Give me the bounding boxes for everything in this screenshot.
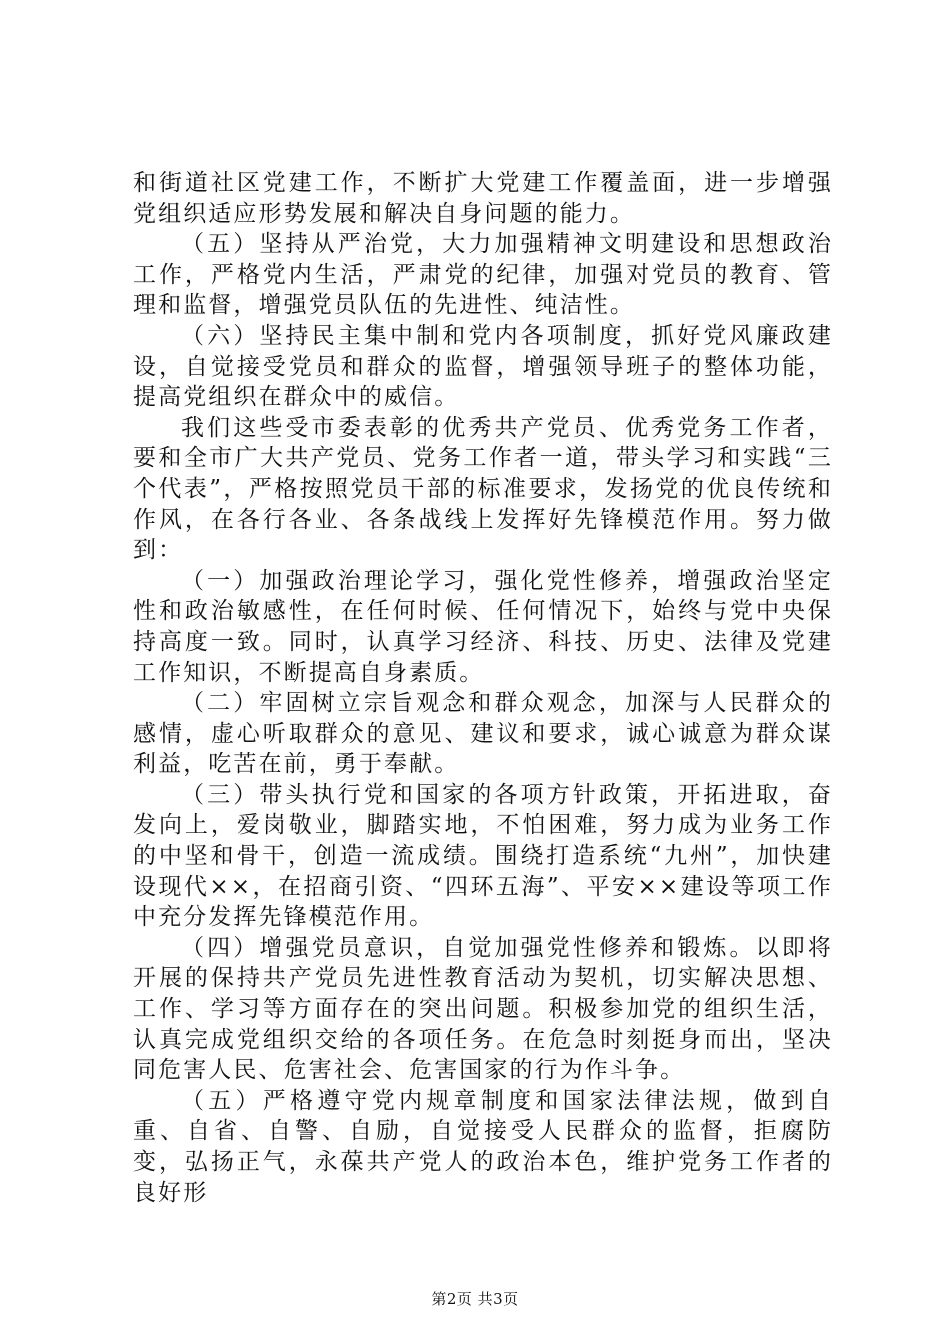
paragraph: （一）加强政治理论学习，强化党性修养，增强政治坚定性和政治敏感性，在任何时候、任何情况下，始终与党中央保持高度一致。同时，认真学习经济、科技、历史、法律及党建工作知识，不断提高自身素质。 bbox=[133, 567, 833, 686]
paragraph: （四）增强党员意识，自觉加强党性修养和锻炼。以即将开展的保持共产党员先进性教育活动为契机，切实解决思想、工作、学习等方面存在的突出问题。积极参加党的组织生活，认真完成党组织交给的各项任务。在危急时刻挺身而出，坚决同危害人民、危害社会、危害国家的行为作斗争。 bbox=[133, 934, 833, 1084]
paragraph: （五）坚持从严治党，大力加强精神文明建设和思想政治工作，严格党内生活，严肃党的纪律，加强对党员的教育、管理和监督，增强党员队伍的先进性、纯洁性。 bbox=[133, 231, 833, 319]
paragraph: 和街道社区党建工作，不断扩大党建工作覆盖面，进一步增强党组织适应形势发展和解决自身问题的能力。 bbox=[133, 170, 833, 227]
paragraph: （二）牢固树立宗旨观念和群众观念，加深与人民群众的感情，虚心听取群众的意见、建议和要求，诚心诚意为群众谋利益，吃苦在前，勇于奉献。 bbox=[133, 690, 833, 778]
paragraph: （六）坚持民主集中制和党内各项制度，抓好党风廉政建设，自觉接受党员和群众的监督，增强领导班子的整体功能，提高党组织在群众中的威信。 bbox=[133, 322, 833, 411]
paragraph: （三）带头执行党和国家的各项方针政策，开拓进取，奋发向上，爱岗敬业，脚踏实地，不怕困难，努力成为业务工作的中坚和骨干，创造一流成绩。围绕打造系统“九州”，加快建设现代××，在招商引资、“四环五海”、平安××建设等项工作中充分发挥先锋模范作用。 bbox=[133, 781, 833, 931]
paragraph: 我们这些受市委表彰的优秀共产党员、优秀党务工作者，要和全市广大共产党员、党务工作者一道，带头学习和实践“三个代表”，严格按照党员干部的标准要求，发扬党的优良传统和作风，在各行各业、各条战线上发挥好先锋模范作用。努力做到： bbox=[133, 414, 833, 564]
document-body bbox=[133, 168, 833, 1208]
page-number-footer: 第2页 共3页 bbox=[431, 1290, 519, 1308]
paragraph: （五）严格遵守党内规章制度和国家法律法规，做到自重、自省、自警、自励，自觉接受人民群众的监督，拒腐防变，弘扬正气，永葆共产党人的政治本色，维护党务工作者的良好形 bbox=[133, 1087, 833, 1206]
